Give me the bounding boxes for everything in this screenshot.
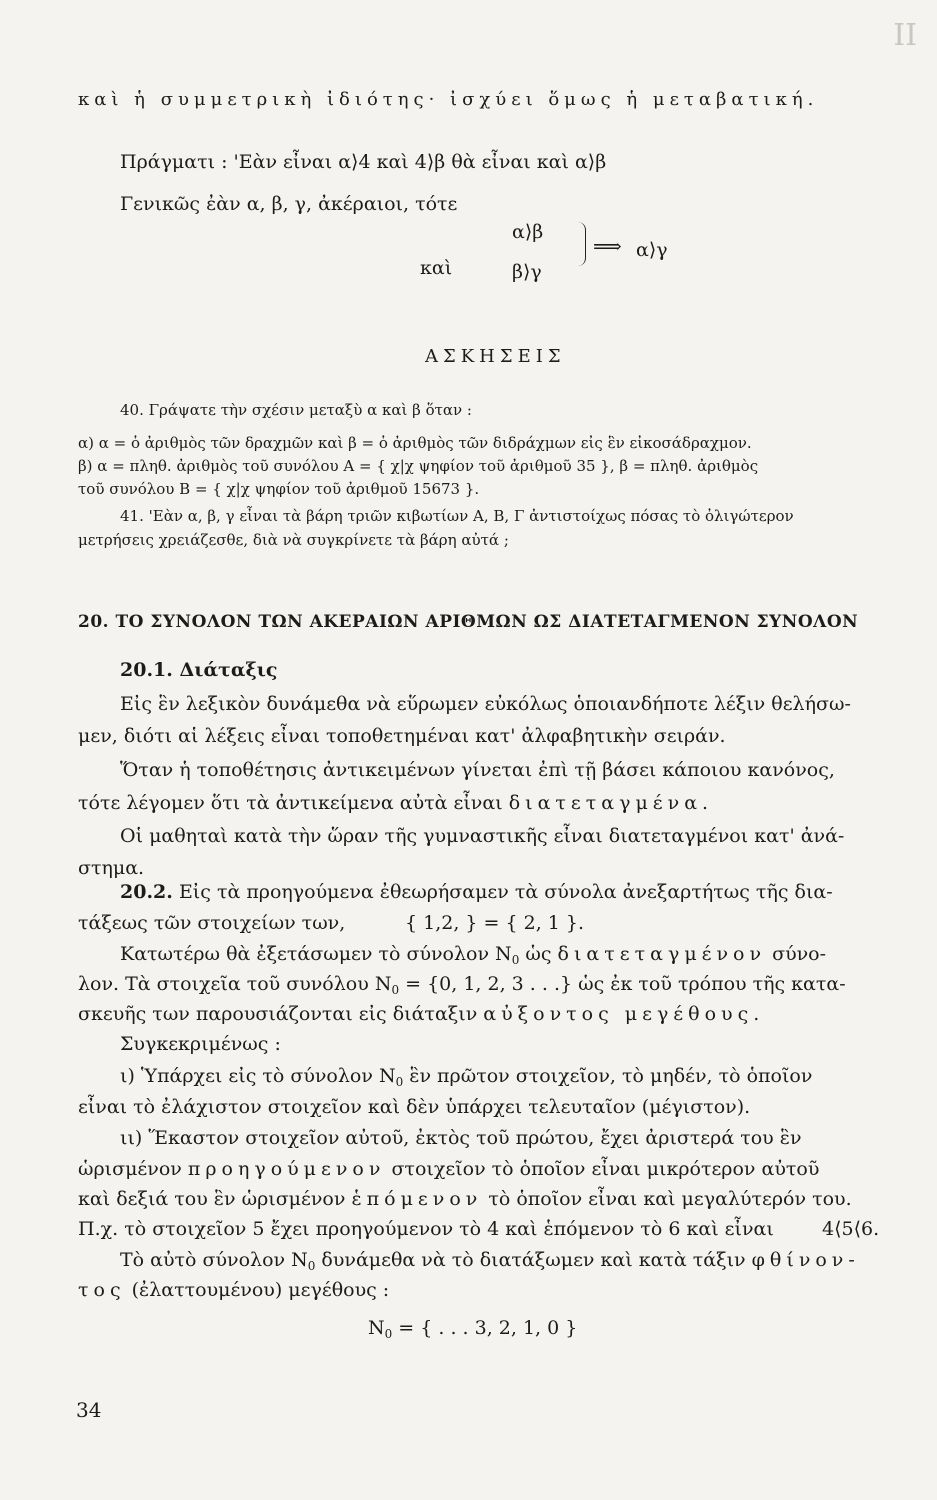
line-symmetric-property: καὶ ἡ συμμετρικὴ ἰδιότης· ἰσχύει ὅμως ἡ μεταβατική. — [78, 89, 819, 110]
para-n0-ordered-3: σκευῆς των παρουσιάζονται εἰς διάταξιν αὐξοντος μεγέθους. — [78, 1003, 765, 1025]
spaced-word-increasing: αὐξοντος μεγέθους. — [483, 1003, 765, 1025]
example-inequality: 4⟨5⟨6. — [822, 1218, 880, 1240]
para-ordering-1: Ὅταν ἡ τοποθέτησις ἀντικειμένων γίνεται ἐπὶ τῇ βάσει κάποιου κανόνος, — [120, 759, 835, 781]
para-students-2: στημα. — [78, 857, 145, 879]
section-heading: 20. ΤΟ ΣΥΝΟΛΟΝ ΤΩΝ ΑΚΕΡΑΙΩΝ ΑΡΙΘΜΩΝ ΩΣ ΔΙΑΤΕΤΑΓΜΕΝΟΝ ΣΥΝΟΛΟΝ — [78, 612, 859, 632]
para-decreasing-2: τος (ἐλαττουμένου) μεγέθους : — [78, 1279, 390, 1301]
subsection-20-2: 20.2. — [120, 881, 173, 903]
item-i-1: ι) Ὑπάρχει εἰς τὸ σύνολον $N_0$ ἓν πρῶτον στοιχεῖον, τὸ μηδέν, τὸ ὁποῖον — [120, 1065, 813, 1089]
para-sets-2: τάξεως τῶν στοιχείων των, — [78, 912, 346, 934]
formula-n0-decreasing: $N_0$ = { . . . 3, 2, 1, 0 } — [368, 1317, 578, 1341]
exercise-40-b-cont: τοῦ συνόλου Β = { χ|χ ψηφίον τοῦ ἀριθμοῦ 15673 }. — [78, 480, 480, 498]
para-decreasing-1: Τὸ αὐτὸ σύνολον $N_0$ δυνάμεθα νὰ τὸ διατάξωμεν καὶ κατὰ τάξιν φθίνον- — [120, 1249, 860, 1273]
bleed-mark: II — [893, 18, 917, 53]
exercise-40-a: α) α = ὁ ἀριθμὸς τῶν δραχμῶν καὶ β = ὁ ἀριθμὸς τῶν διδράχμων εἰς ἓν εἰκοσάδραχμον. — [78, 434, 752, 452]
item-ii-2: ὡρισμένον προηγούμενον στοιχεῖον τὸ ὁποῖον εἶναι μικρότερον αὐτοῦ — [78, 1158, 820, 1180]
item-ii-3: καὶ δεξιά του ἓν ὡρισμένον ἑπόμενον τὸ ὁποῖον εἶναι καὶ μεγαλύτερόν του. — [78, 1188, 852, 1210]
page-number: 34 — [76, 1398, 102, 1422]
item-i-2: εἶναι τὸ ἐλάχιστον στοιχεῖον καὶ δὲν ὑπάρχει τελευταῖον (μέγιστον). — [78, 1096, 751, 1118]
exercise-41: 41. 'Εὰν α, β, γ εἶναι τὰ βάρη τριῶν κιβωτίων Α, Β, Γ ἀντιστοίχως πόσας τὸ ὀλιγώτερον — [120, 507, 794, 525]
spaced-word-decreasing: φθίνον- — [751, 1249, 860, 1271]
spaced-word-preceding: προηγούμενον — [187, 1158, 386, 1180]
spaced-word-ordered-set: διατεταγμένον — [557, 943, 767, 965]
spaced-word-next: ἑπόμενον — [351, 1188, 483, 1210]
para-ordering-2: τότε λέγομεν ὅτι τὰ ἀντικείμενα αὐτὰ εἶναι διατεταγμένα. — [78, 792, 714, 814]
para-students-1: Οἱ μαθηταὶ κατὰ τὴν ὥραν τῆς γυμναστικῆς εἶναι διατεταγμένοι κατ' ἀνά- — [120, 825, 845, 847]
exercise-41-cont: μετρήσεις χρειάζεσθε, διὰ νὰ συγκρίνετε τὰ βάρη αὐτά ; — [78, 531, 509, 549]
right-brace — [575, 222, 586, 266]
implies-arrow: ⟹ — [593, 234, 622, 258]
para-dictionary-2: μεν, διότι αἱ λέξεις εἶναι τοποθετημέναι κατ' ἀλφαβητικὴν σειράν. — [78, 725, 726, 747]
para-n0-ordered-2: λον. Τὰ στοιχεῖα τοῦ συνόλου $N_0 = \{0$, 1, 2, 3 . . .} ὡς ἐκ τοῦ τρόπου τῆς κατα- — [78, 973, 846, 997]
line-general: Γενικῶς ἐὰν α, β, γ, ἀκέραιοι, τότε — [120, 193, 458, 215]
para-sets-1: 20.2. Εἰς τὰ προηγούμενα ἐθεωρήσαμεν τὰ σύνολα ἀνεξαρτήτως τῆς δια- — [120, 881, 833, 903]
conclusion-a-gt-c: α⟩γ — [636, 239, 668, 261]
para-specifically: Συγκεκριμένως : — [120, 1033, 281, 1055]
exercise-40-b: β) α = πληθ. ἀριθμὸς τοῦ συνόλου Α = { χ|χ ψηφίον τοῦ ἀριθμοῦ 35 }, β = πληθ. ἀριθμὸς — [78, 457, 759, 475]
item-ii-1: ιι) Ἕκαστον στοιχεῖον αὐτοῦ, ἐκτὸς τοῦ πρώτου, ἔχει ἀριστερά του ἓν — [120, 1127, 802, 1149]
exercises-title: ΑΣΚΗΣΕΙΣ — [425, 346, 566, 367]
example-line: Π.χ. τὸ στοιχεῖον 5 ἔχει προηγούμενον τὸ 4 καὶ ἑπόμενον τὸ 6 καὶ εἶναι — [78, 1218, 774, 1240]
word-and: καὶ — [420, 257, 453, 279]
subsection-20-1: 20.1. Διάταξις — [120, 659, 278, 681]
spaced-word-ordered: διατεταγμένα. — [508, 792, 714, 814]
para-n0-ordered-1: Κατωτέρω θὰ ἐξετάσωμεν τὸ σύνολον $N_0$ ὡς διατεταγμένον σύνο- — [120, 943, 827, 967]
para-dictionary-1: Εἰς ἓν λεξικὸν δυνάμεθα νὰ εὕρωμεν εὐκόλως ὁποιανδήποτε λέξιν θελήσω- — [120, 693, 851, 715]
line-example: Πράγματι : 'Εὰν εἶναι α⟩4 καὶ 4⟩β θὰ εἶναι καὶ α⟩β — [120, 151, 607, 173]
premise-a-gt-b: α⟩β — [512, 221, 544, 243]
set-equality: { 1,2, } = { 2, 1 }. — [405, 912, 585, 934]
premise-b-gt-c: β⟩γ — [512, 261, 542, 283]
exercise-40: 40. Γράψατε τὴν σχέσιν μεταξὺ α καὶ β ὅταν : — [120, 401, 472, 419]
